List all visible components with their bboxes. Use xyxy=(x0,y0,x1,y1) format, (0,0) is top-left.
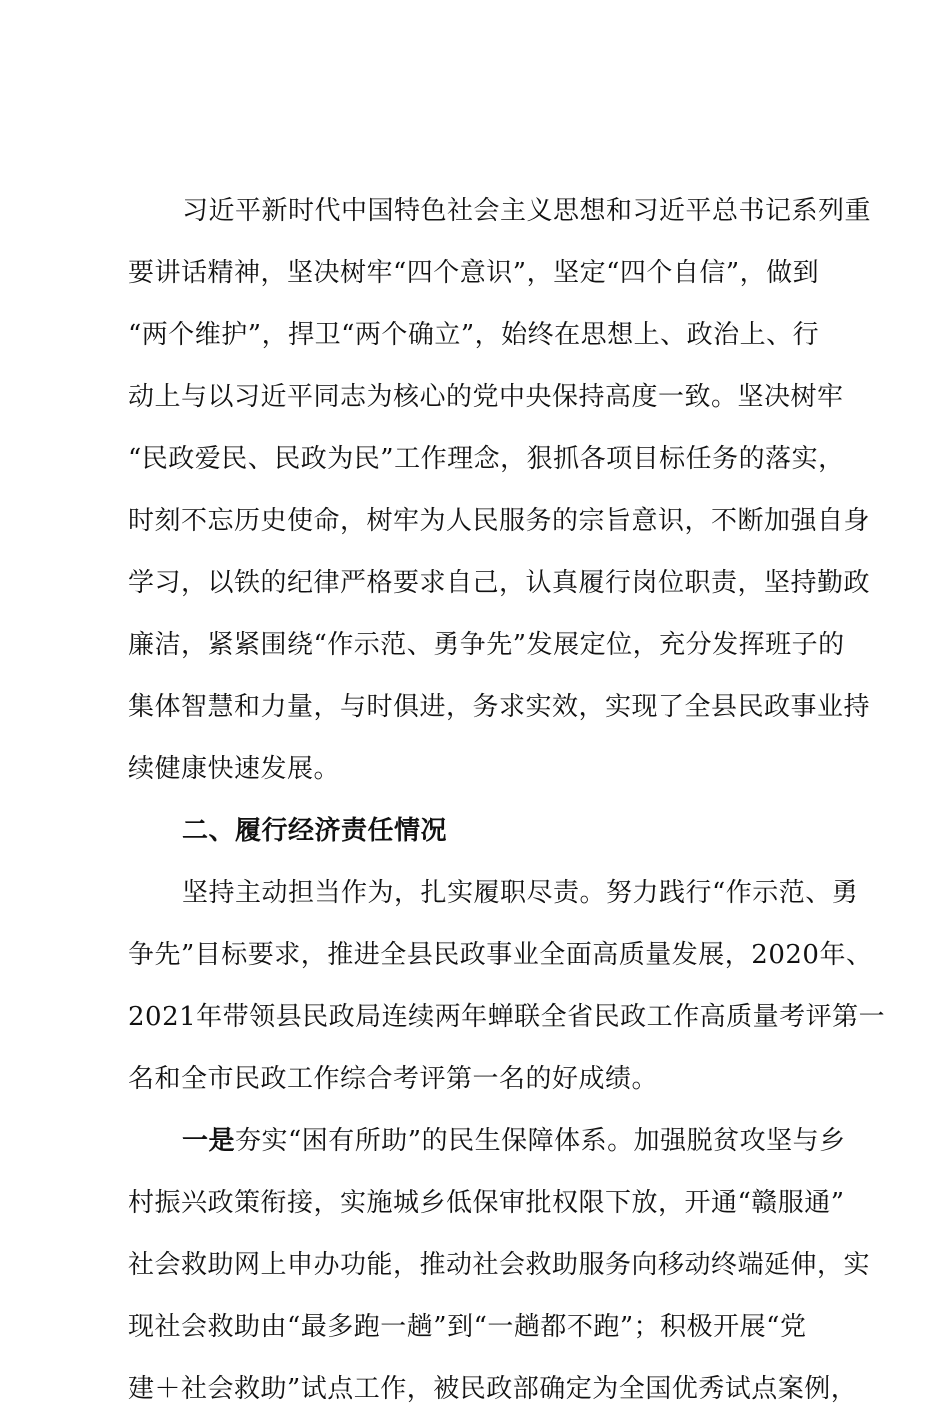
paragraph-line xyxy=(128,1110,844,1172)
paragraph-line: 续健康快速发展。 xyxy=(128,754,341,784)
paragraph-line: 2021年带领县民政局连续两年蝉联全省民政工作高质量考评第一 xyxy=(128,1002,886,1032)
paragraph-3 xyxy=(128,1110,871,1420)
paragraph-line: 坚持主动担当作为，扎实履职尽责。努力践行“作示范、勇 xyxy=(182,878,859,908)
paragraph-line: “民政爱民、民政为民”工作理念，狠抓各项目标任务的落实， xyxy=(128,444,845,474)
paragraph-line: 廉洁，紧紧围绕“作示范、勇争先”发展定位，充分发挥班子的 xyxy=(128,630,845,660)
paragraph-line: 建＋社会救助”试点工作，被民政部确定为全国优秀试点案例， xyxy=(128,1374,858,1404)
document-body xyxy=(128,180,886,1420)
paragraph-line: 动上与以习近平同志为核心的党中央保持高度一致。坚决树牢 xyxy=(128,382,844,412)
paragraph-line: 名和全市民政工作综合考评第一名的好成绩。 xyxy=(128,1064,659,1094)
paragraph-line: 时刻不忘历史使命，树牢为人民服务的宗旨意识，不断加强自身 xyxy=(128,506,871,536)
paragraph-line: 集体智慧和力量，与时俱进，务求实效，实现了全县民政事业持 xyxy=(128,692,871,722)
paragraph-line: “两个维护”，捍卫“两个确立”，始终在思想上、政治上、行 xyxy=(128,320,820,350)
paragraph-line: 现社会救助由“最多跑一趟”到“一趟都不跑”；积极开展“党 xyxy=(128,1312,807,1342)
paragraph-line: 要讲话精神，坚决树牢“四个意识”，坚定“四个自信”，做到 xyxy=(128,258,820,288)
paragraph-line: 习近平新时代中国特色社会主义思想和习近平总书记系列重 xyxy=(182,196,872,226)
paragraph-lead-emphasis: 一是 xyxy=(182,1126,236,1156)
paragraph-line-rest: 夯实“困有所助”的民生保障体系。加强脱贫攻坚与乡 xyxy=(235,1126,846,1156)
paragraph-line: 村振兴政策衔接，实施城乡低保审批权限下放，开通“赣服通” xyxy=(128,1188,845,1218)
section-heading: 二、履行经济责任情况 xyxy=(182,816,448,846)
paragraph-1 xyxy=(128,180,872,800)
paragraph-line: 社会救助网上申办功能，推动社会救助服务向移动终端延伸，实 xyxy=(128,1250,871,1280)
paragraph-line: 学习，以铁的纪律严格要求自己，认真履行岗位职责，坚持勤政 xyxy=(128,568,871,598)
paragraph-2 xyxy=(128,862,886,1110)
paragraph-line: 争先”目标要求，推进全县民政事业全面高质量发展，2020年、 xyxy=(128,940,873,970)
